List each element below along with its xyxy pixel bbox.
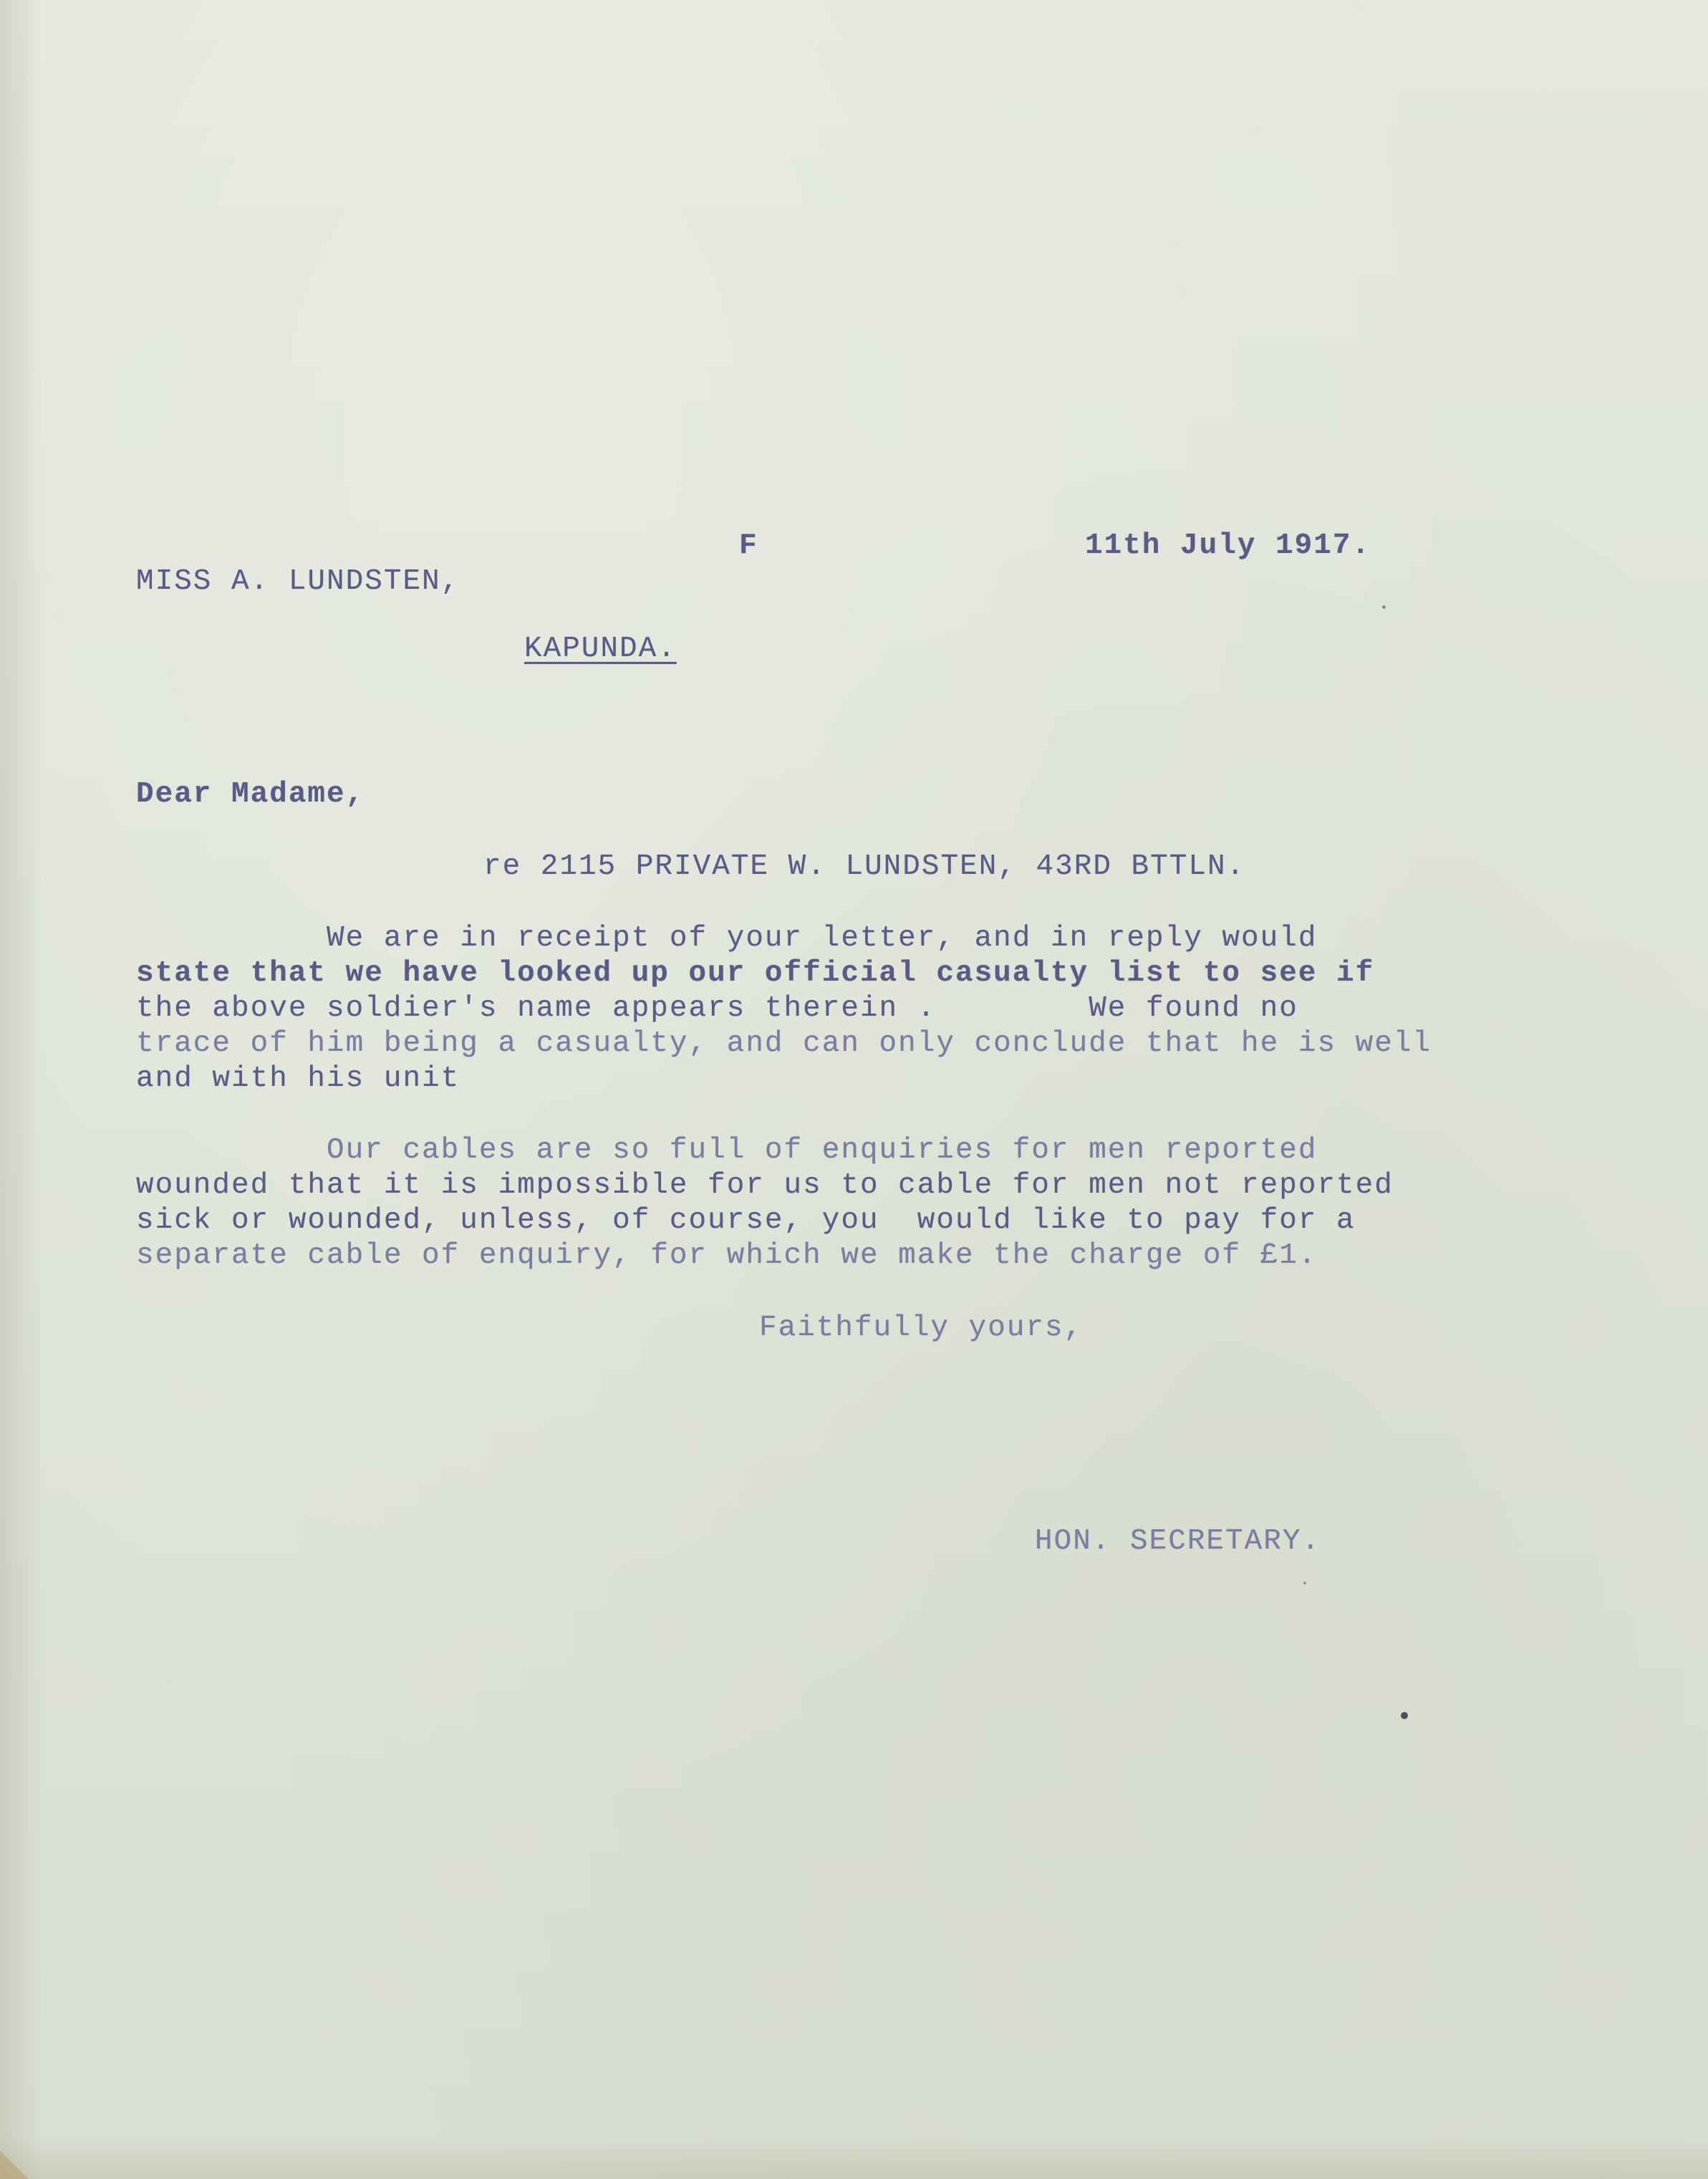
- paragraph-line: We are in receipt of your letter, and in reply would: [136, 922, 1318, 955]
- recipient-name: MISS A. LUNDSTEN,: [136, 565, 460, 598]
- paragraph-line: state that we have looked up our official casualty list to see if: [136, 957, 1375, 990]
- recipient-town: KAPUNDA.: [524, 632, 677, 665]
- paragraph-line: Our cables are so full of enquiries for men reported: [136, 1134, 1318, 1167]
- paragraph-line: separate cable of enquiry, for which we make the charge of £1.: [136, 1239, 1318, 1272]
- salutation: Dear Madame,: [136, 778, 365, 811]
- paragraph-line: wounded that it is impossible for us to cable for men not reported: [136, 1169, 1394, 1202]
- torn-corner: [0, 2150, 29, 2179]
- closing: Faithfully yours,: [759, 1312, 1084, 1345]
- paper-edge-left: [0, 0, 43, 2179]
- paragraph-line: trace of him being a casualty, and can only conclude that he is well: [136, 1027, 1432, 1060]
- signature-title: HON. SECRETARY.: [1035, 1525, 1321, 1558]
- ink-speck: [1303, 1582, 1306, 1584]
- ink-speck: [1401, 1712, 1408, 1719]
- ink-speck: [1382, 605, 1386, 609]
- paragraph-line: sick or wounded, unless, of course, you would like to pay for a: [136, 1204, 1356, 1237]
- paper-edge-bottom: [0, 2136, 1708, 2179]
- paragraph-line: the above soldier's name appears therein . We found no: [136, 992, 1298, 1025]
- file-mark: F: [739, 529, 758, 562]
- subject-line: re 2115 PRIVATE W. LUNDSTEN, 43RD BTTLN.: [483, 850, 1246, 883]
- paragraph-line: and with his unit: [136, 1062, 460, 1095]
- letter-date: 11th July 1917.: [1085, 529, 1371, 562]
